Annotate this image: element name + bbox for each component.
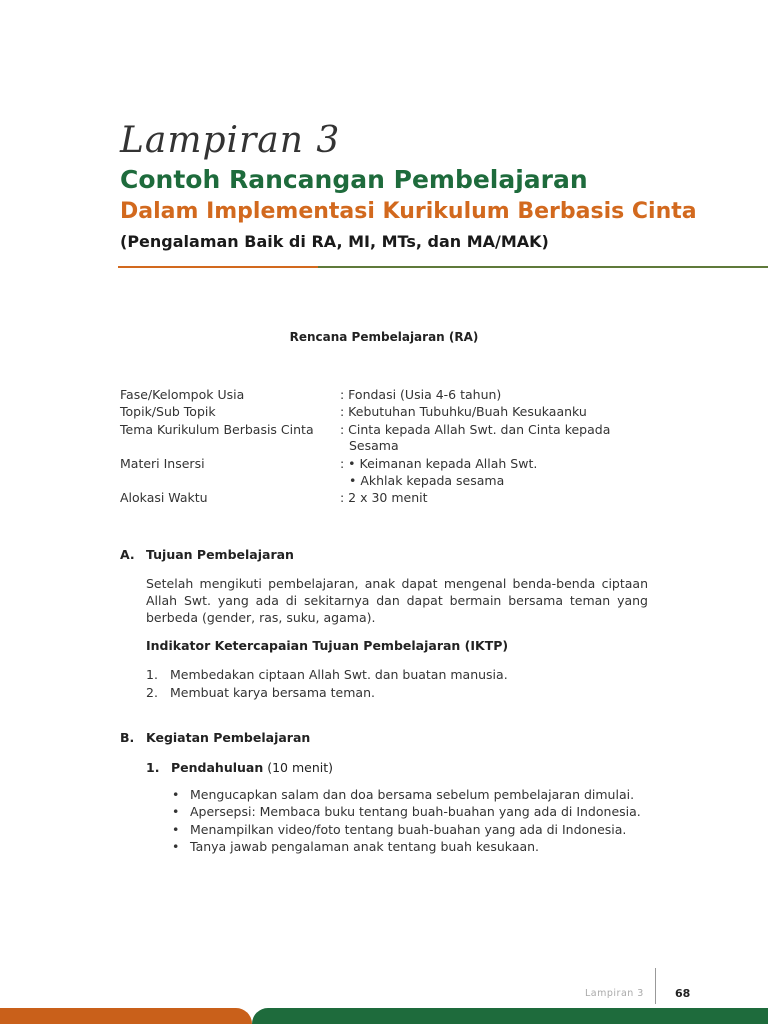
footer-bar-green bbox=[252, 1008, 768, 1024]
title-rule-orange bbox=[118, 266, 318, 268]
item-number: 2. bbox=[146, 685, 158, 700]
info-label: Materi Insersi bbox=[120, 456, 205, 471]
bullet-item bbox=[172, 821, 626, 838]
bullet-text: Mengucapkan salam dan doa bersama sebelum pembelajaran dimulai. bbox=[190, 787, 635, 802]
section-b-heading bbox=[120, 730, 310, 745]
info-value: : Cinta kepada Allah Swt. dan Cinta kepada bbox=[340, 422, 611, 437]
bullet-icon: • bbox=[172, 822, 180, 837]
footer-bar-orange bbox=[0, 1008, 252, 1024]
pendahuluan-heading bbox=[146, 760, 333, 775]
bullet-text: Tanya jawab pengalaman anak tentang buah kesukaan. bbox=[190, 839, 540, 854]
info-value: : 2 x 30 menit bbox=[340, 490, 428, 505]
info-value: : • Keimanan kepada Allah Swt. bbox=[340, 456, 538, 471]
iktp-item bbox=[146, 684, 375, 702]
sub-number: 1. bbox=[146, 760, 160, 775]
bullet-item bbox=[172, 838, 539, 855]
bullet-text: Apersepsi: Membaca buku tentang buah-buahan yang ada di Indonesia. bbox=[190, 804, 641, 819]
iktp-heading: Indikator Ketercapaian Tujuan Pembelajaran (IKTP) bbox=[146, 638, 509, 653]
sub-time: (10 menit) bbox=[263, 760, 334, 775]
info-value-continued: • Akhlak kepada sesama bbox=[349, 473, 505, 488]
info-label: Tema Kurikulum Berbasis Cinta bbox=[120, 422, 314, 437]
bullet-item bbox=[172, 786, 634, 803]
footer-divider bbox=[655, 968, 656, 1004]
info-value: : Fondasi (Usia 4-6 tahun) bbox=[340, 387, 502, 402]
document-subtitle-2: (Pengalaman Baik di RA, MI, MTs, dan MA/MAK) bbox=[120, 232, 549, 251]
bullet-icon: • bbox=[172, 787, 180, 802]
section-a-paragraph: Setelah mengikuti pembelajaran, anak dapat mengenal benda-benda ciptaan Allah Swt. yang ada di sekitarnya dan dapat bermain bersama teman yang berbeda (gender, ras, suku, agama). bbox=[146, 576, 648, 625]
item-text: Membuat karya bersama teman. bbox=[170, 685, 375, 700]
section-a-heading bbox=[120, 547, 294, 562]
info-value-continued: Sesama bbox=[349, 438, 399, 453]
section-title: Tujuan Pembelajaran bbox=[146, 547, 294, 562]
section-letter: A. bbox=[120, 547, 135, 562]
info-value: : Kebutuhan Tubuhku/Buah Kesukaanku bbox=[340, 404, 587, 419]
page-number: 68 bbox=[675, 987, 691, 1000]
bullet-icon: • bbox=[172, 839, 180, 854]
bullet-icon: • bbox=[172, 804, 180, 819]
title-rule-green bbox=[318, 266, 768, 268]
bullet-item bbox=[172, 803, 641, 820]
item-number: 1. bbox=[146, 667, 158, 682]
info-label: Topik/Sub Topik bbox=[120, 404, 216, 419]
info-label: Fase/Kelompok Usia bbox=[120, 387, 245, 402]
lampiran-heading: Lampiran 3 bbox=[120, 120, 341, 161]
plan-title: Rencana Pembelajaran (RA) bbox=[289, 330, 479, 344]
section-letter: B. bbox=[120, 730, 135, 745]
item-text: Membedakan ciptaan Allah Swt. dan buatan manusia. bbox=[170, 667, 508, 682]
bullet-text: Menampilkan video/foto tentang buah-buahan yang ada di Indonesia. bbox=[190, 822, 627, 837]
info-label: Alokasi Waktu bbox=[120, 490, 208, 505]
footer-label: Lampiran 3 bbox=[585, 988, 644, 999]
section-title: Kegiatan Pembelajaran bbox=[146, 730, 311, 745]
document-title: Contoh Rancangan Pembelajaran bbox=[120, 165, 588, 194]
sub-title: Pendahuluan bbox=[171, 760, 264, 775]
document-subtitle: Dalam Implementasi Kurikulum Berbasis Cinta bbox=[120, 199, 697, 224]
iktp-item bbox=[146, 666, 508, 684]
